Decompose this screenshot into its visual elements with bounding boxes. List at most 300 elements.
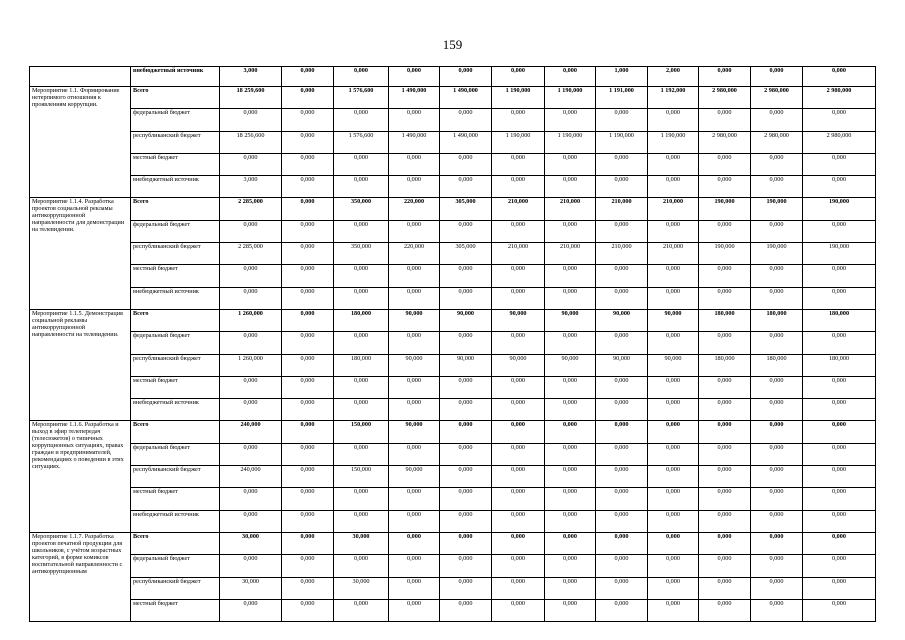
amount-cell: 0,000	[545, 376, 596, 398]
amount-cell: 0,000	[803, 421, 876, 443]
amount-cell: 0,000	[596, 109, 648, 131]
amount-cell: 0,000	[803, 510, 876, 532]
amount-cell: 0,000	[751, 153, 803, 175]
amount-cell: 350,000	[334, 243, 389, 265]
amount-cell: 180,000	[334, 354, 389, 376]
amount-cell: 0,000	[389, 67, 440, 87]
table-row	[30, 555, 876, 577]
amount-cell: 0,000	[492, 555, 545, 577]
amount-cell: 180,000	[751, 354, 803, 376]
amount-cell: 90,000	[389, 309, 440, 331]
funding-source-cell: федеральный бюджет	[131, 220, 220, 242]
amount-cell: 0,000	[282, 532, 334, 554]
amount-cell: 3,000	[220, 67, 282, 87]
amount-cell: 2 980,000	[803, 131, 876, 153]
amount-cell: 0,000	[220, 109, 282, 131]
amount-cell: 0,000	[440, 109, 492, 131]
amount-cell: 0,000	[492, 220, 545, 242]
table-row	[30, 354, 876, 376]
amount-cell: 0,000	[699, 332, 751, 354]
amount-cell: 220,000	[389, 243, 440, 265]
amount-cell: 0,000	[492, 510, 545, 532]
amount-cell: 0,000	[389, 510, 440, 532]
budget-table	[29, 66, 876, 622]
amount-cell: 0,000	[440, 466, 492, 488]
amount-cell: 0,000	[440, 265, 492, 287]
amount-cell: 0,000	[596, 443, 648, 465]
amount-cell: 2 285,000	[220, 243, 282, 265]
amount-cell: 305,000	[440, 243, 492, 265]
funding-source-cell: местный бюджет	[131, 376, 220, 398]
amount-cell: 0,000	[803, 67, 876, 87]
amount-cell: 210,000	[545, 198, 596, 220]
amount-cell: 0,000	[803, 532, 876, 554]
amount-cell: 0,000	[545, 466, 596, 488]
amount-cell: 0,000	[334, 376, 389, 398]
funding-source-cell: внебюджетный источник	[131, 287, 220, 309]
amount-cell: 0,000	[803, 153, 876, 175]
amount-cell: 0,000	[334, 67, 389, 87]
amount-cell: 0,000	[334, 332, 389, 354]
amount-cell: 1 190,000	[492, 131, 545, 153]
amount-cell: 1 576,600	[334, 87, 389, 109]
amount-cell: 0,000	[282, 466, 334, 488]
amount-cell: 0,000	[389, 532, 440, 554]
funding-source-cell: местный бюджет	[131, 265, 220, 287]
measure-cell: Мероприятие 1.1.6. Разработка и выход в эфир телепередач (телесюжетов) о типичных коррупционных ситуациях, правах граждан и предпринимателей, рекомендациях о поведении в этих ситуациях.	[30, 421, 131, 532]
amount-cell: 0,000	[334, 555, 389, 577]
amount-cell: 0,000	[648, 532, 699, 554]
amount-cell: 0,000	[751, 532, 803, 554]
amount-cell: 0,000	[282, 599, 334, 621]
amount-cell: 0,000	[596, 599, 648, 621]
amount-cell: 0,000	[596, 220, 648, 242]
amount-cell: 0,000	[751, 109, 803, 131]
amount-cell: 0,000	[699, 220, 751, 242]
amount-cell: 190,000	[751, 198, 803, 220]
amount-cell: 0,000	[389, 176, 440, 198]
amount-cell: 0,000	[699, 510, 751, 532]
amount-cell: 0,000	[440, 220, 492, 242]
amount-cell: 1,000	[596, 67, 648, 87]
amount-cell: 150,000	[334, 421, 389, 443]
amount-cell: 0,000	[803, 466, 876, 488]
funding-source-cell: республиканский бюджет	[131, 466, 220, 488]
amount-cell: 210,000	[492, 243, 545, 265]
amount-cell: 0,000	[751, 510, 803, 532]
amount-cell: 0,000	[334, 220, 389, 242]
table-row	[30, 443, 876, 465]
amount-cell: 0,000	[545, 421, 596, 443]
amount-cell: 0,000	[282, 87, 334, 109]
amount-cell: 0,000	[389, 265, 440, 287]
table-row	[30, 67, 876, 87]
amount-cell: 0,000	[334, 153, 389, 175]
amount-cell: 0,000	[751, 443, 803, 465]
amount-cell: 0,000	[334, 399, 389, 421]
amount-cell: 0,000	[282, 354, 334, 376]
amount-cell: 18 259,600	[220, 87, 282, 109]
amount-cell: 0,000	[389, 376, 440, 398]
amount-cell: 90,000	[492, 309, 545, 331]
amount-cell: 1 190,000	[648, 131, 699, 153]
amount-cell: 1 490,000	[389, 87, 440, 109]
amount-cell: 0,000	[545, 577, 596, 599]
amount-cell: 0,000	[803, 555, 876, 577]
amount-cell: 190,000	[803, 243, 876, 265]
table-row	[30, 488, 876, 510]
amount-cell: 0,000	[751, 599, 803, 621]
amount-cell: 210,000	[492, 198, 545, 220]
amount-cell: 0,000	[440, 488, 492, 510]
table-body	[30, 67, 876, 622]
table-row	[30, 220, 876, 242]
funding-source-cell: внебюджетный источник	[131, 176, 220, 198]
amount-cell: 0,000	[220, 287, 282, 309]
amount-cell: 0,000	[596, 577, 648, 599]
amount-cell: 0,000	[492, 488, 545, 510]
funding-source-cell: федеральный бюджет	[131, 555, 220, 577]
amount-cell: 0,000	[803, 220, 876, 242]
amount-cell: 0,000	[389, 332, 440, 354]
amount-cell: 1 190,000	[545, 131, 596, 153]
amount-cell: 0,000	[220, 599, 282, 621]
funding-source-cell: Всего	[131, 198, 220, 220]
amount-cell: 90,000	[492, 354, 545, 376]
funding-source-cell: местный бюджет	[131, 599, 220, 621]
table-row	[30, 466, 876, 488]
amount-cell: 210,000	[596, 198, 648, 220]
amount-cell: 2 980,000	[751, 131, 803, 153]
amount-cell: 190,000	[751, 243, 803, 265]
amount-cell: 0,000	[751, 555, 803, 577]
amount-cell: 210,000	[648, 198, 699, 220]
amount-cell: 90,000	[648, 309, 699, 331]
amount-cell: 0,000	[389, 287, 440, 309]
funding-source-cell: местный бюджет	[131, 153, 220, 175]
amount-cell: 30,000	[334, 532, 389, 554]
amount-cell: 350,000	[334, 198, 389, 220]
amount-cell: 0,000	[220, 443, 282, 465]
amount-cell: 0,000	[699, 176, 751, 198]
amount-cell: 220,000	[389, 198, 440, 220]
amount-cell: 0,000	[545, 443, 596, 465]
amount-cell: 0,000	[699, 265, 751, 287]
amount-cell: 180,000	[803, 309, 876, 331]
amount-cell: 0,000	[803, 287, 876, 309]
amount-cell: 90,000	[545, 309, 596, 331]
amount-cell: 0,000	[596, 532, 648, 554]
amount-cell: 0,000	[389, 599, 440, 621]
amount-cell: 0,000	[545, 67, 596, 87]
amount-cell: 90,000	[648, 354, 699, 376]
amount-cell: 0,000	[699, 532, 751, 554]
amount-cell: 0,000	[389, 577, 440, 599]
measure-cell: Мероприятие 1.1.5. Демонстрация социальной рекламы антикоррупционной направленности на телевидении.	[30, 309, 131, 420]
amount-cell: 0,000	[545, 220, 596, 242]
amount-cell: 0,000	[545, 109, 596, 131]
amount-cell: 0,000	[282, 67, 334, 87]
amount-cell: 90,000	[440, 354, 492, 376]
amount-cell: 0,000	[751, 220, 803, 242]
amount-cell: 0,000	[596, 176, 648, 198]
amount-cell: 0,000	[334, 599, 389, 621]
funding-source-cell: федеральный бюджет	[131, 332, 220, 354]
amount-cell: 90,000	[545, 354, 596, 376]
amount-cell: 90,000	[389, 466, 440, 488]
amount-cell: 0,000	[596, 265, 648, 287]
amount-cell: 0,000	[751, 376, 803, 398]
amount-cell: 190,000	[803, 198, 876, 220]
amount-cell: 0,000	[282, 488, 334, 510]
funding-source-cell: местный бюджет	[131, 488, 220, 510]
amount-cell: 0,000	[492, 532, 545, 554]
amount-cell: 0,000	[648, 109, 699, 131]
amount-cell: 0,000	[648, 287, 699, 309]
amount-cell: 0,000	[648, 399, 699, 421]
amount-cell: 0,000	[699, 153, 751, 175]
amount-cell: 0,000	[282, 131, 334, 153]
funding-source-cell: федеральный бюджет	[131, 109, 220, 131]
amount-cell: 0,000	[699, 555, 751, 577]
amount-cell: 180,000	[699, 354, 751, 376]
amount-cell: 0,000	[751, 399, 803, 421]
amount-cell: 0,000	[803, 399, 876, 421]
amount-cell: 0,000	[803, 599, 876, 621]
table-row	[30, 287, 876, 309]
amount-cell: 0,000	[648, 176, 699, 198]
amount-cell: 0,000	[220, 153, 282, 175]
amount-cell: 0,000	[282, 577, 334, 599]
funding-source-cell: Всего	[131, 532, 220, 554]
amount-cell: 0,000	[648, 555, 699, 577]
amount-cell: 0,000	[699, 399, 751, 421]
funding-source-cell: внебюджетный источник	[131, 399, 220, 421]
amount-cell: 0,000	[492, 399, 545, 421]
amount-cell: 0,000	[389, 153, 440, 175]
table-row	[30, 243, 876, 265]
amount-cell: 0,000	[545, 555, 596, 577]
amount-cell: 0,000	[492, 577, 545, 599]
amount-cell: 0,000	[492, 599, 545, 621]
amount-cell: 1 260,000	[220, 309, 282, 331]
amount-cell: 0,000	[440, 421, 492, 443]
amount-cell: 0,000	[648, 265, 699, 287]
amount-cell: 0,000	[648, 466, 699, 488]
amount-cell: 0,000	[282, 332, 334, 354]
table-row	[30, 309, 876, 331]
amount-cell: 0,000	[751, 332, 803, 354]
amount-cell: 180,000	[751, 309, 803, 331]
funding-source-cell: республиканский бюджет	[131, 243, 220, 265]
funding-source-cell: Всего	[131, 309, 220, 331]
amount-cell: 0,000	[545, 287, 596, 309]
amount-cell: 0,000	[699, 376, 751, 398]
amount-cell: 0,000	[334, 109, 389, 131]
amount-cell: 0,000	[282, 220, 334, 242]
amount-cell: 2 980,000	[699, 131, 751, 153]
amount-cell: 0,000	[803, 488, 876, 510]
amount-cell: 0,000	[389, 399, 440, 421]
amount-cell: 0,000	[389, 109, 440, 131]
amount-cell: 0,000	[220, 488, 282, 510]
amount-cell: 0,000	[334, 265, 389, 287]
amount-cell: 0,000	[282, 287, 334, 309]
amount-cell: 0,000	[803, 443, 876, 465]
amount-cell: 0,000	[334, 176, 389, 198]
amount-cell: 90,000	[389, 421, 440, 443]
amount-cell: 0,000	[596, 287, 648, 309]
amount-cell: 0,000	[545, 153, 596, 175]
amount-cell: 0,000	[751, 176, 803, 198]
table-row	[30, 109, 876, 131]
amount-cell: 0,000	[334, 488, 389, 510]
table-row	[30, 577, 876, 599]
amount-cell: 0,000	[220, 555, 282, 577]
amount-cell: 0,000	[699, 443, 751, 465]
amount-cell: 1 490,000	[440, 131, 492, 153]
funding-source-cell: внебюджетный источник	[131, 510, 220, 532]
table-row	[30, 198, 876, 220]
amount-cell: 180,000	[699, 309, 751, 331]
amount-cell: 0,000	[648, 443, 699, 465]
amount-cell: 0,000	[440, 399, 492, 421]
funding-source-cell: Всего	[131, 87, 220, 109]
amount-cell: 210,000	[596, 243, 648, 265]
amount-cell: 0,000	[545, 532, 596, 554]
amount-cell: 240,000	[220, 466, 282, 488]
amount-cell: 0,000	[699, 421, 751, 443]
measure-cell	[30, 67, 131, 87]
amount-cell: 0,000	[282, 376, 334, 398]
amount-cell: 0,000	[545, 399, 596, 421]
amount-cell: 210,000	[648, 243, 699, 265]
amount-cell: 90,000	[596, 354, 648, 376]
amount-cell: 30,000	[334, 577, 389, 599]
amount-cell: 0,000	[282, 198, 334, 220]
amount-cell: 0,000	[596, 488, 648, 510]
amount-cell: 0,000	[699, 109, 751, 131]
amount-cell: 0,000	[545, 332, 596, 354]
amount-cell: 0,000	[699, 287, 751, 309]
amount-cell: 0,000	[803, 176, 876, 198]
table-row	[30, 532, 876, 554]
amount-cell: 0,000	[699, 466, 751, 488]
amount-cell: 90,000	[440, 309, 492, 331]
amount-cell: 0,000	[389, 443, 440, 465]
amount-cell: 0,000	[596, 376, 648, 398]
amount-cell: 0,000	[545, 510, 596, 532]
table-row	[30, 599, 876, 621]
amount-cell: 0,000	[282, 109, 334, 131]
amount-cell: 0,000	[648, 376, 699, 398]
amount-cell: 0,000	[282, 555, 334, 577]
amount-cell: 1 260,000	[220, 354, 282, 376]
amount-cell: 2 285,000	[220, 198, 282, 220]
amount-cell: 0,000	[220, 265, 282, 287]
amount-cell: 0,000	[803, 376, 876, 398]
amount-cell: 0,000	[803, 332, 876, 354]
table-row	[30, 510, 876, 532]
amount-cell: 0,000	[699, 599, 751, 621]
amount-cell: 2 980,000	[751, 87, 803, 109]
amount-cell: 0,000	[282, 243, 334, 265]
amount-cell: 1 190,000	[596, 131, 648, 153]
amount-cell: 0,000	[440, 67, 492, 87]
amount-cell: 0,000	[492, 153, 545, 175]
amount-cell: 0,000	[699, 67, 751, 87]
amount-cell: 0,000	[220, 220, 282, 242]
amount-cell: 0,000	[648, 577, 699, 599]
amount-cell: 1 490,000	[389, 131, 440, 153]
amount-cell: 0,000	[389, 220, 440, 242]
amount-cell: 0,000	[596, 555, 648, 577]
amount-cell: 0,000	[389, 488, 440, 510]
amount-cell: 0,000	[492, 67, 545, 87]
amount-cell: 90,000	[389, 354, 440, 376]
amount-cell: 0,000	[699, 577, 751, 599]
amount-cell: 0,000	[334, 287, 389, 309]
funding-source-cell: федеральный бюджет	[131, 443, 220, 465]
table-row	[30, 376, 876, 398]
amount-cell: 0,000	[751, 265, 803, 287]
amount-cell: 0,000	[803, 265, 876, 287]
amount-cell: 18 256,600	[220, 131, 282, 153]
amount-cell: 0,000	[220, 399, 282, 421]
amount-cell: 180,000	[803, 354, 876, 376]
amount-cell: 0,000	[751, 421, 803, 443]
amount-cell: 0,000	[545, 176, 596, 198]
amount-cell: 0,000	[545, 599, 596, 621]
amount-cell: 0,000	[282, 176, 334, 198]
amount-cell: 0,000	[440, 443, 492, 465]
amount-cell: 150,000	[334, 466, 389, 488]
amount-cell: 0,000	[282, 510, 334, 532]
amount-cell: 1 191,000	[596, 87, 648, 109]
amount-cell: 0,000	[803, 109, 876, 131]
funding-source-cell: республиканский бюджет	[131, 131, 220, 153]
amount-cell: 305,000	[440, 198, 492, 220]
amount-cell: 1 190,000	[545, 87, 596, 109]
measure-cell: Мероприятие 1.1.7. Разработка проектов печатной продукции для школьников, с учётом возрастных категорий, в форме комиксов воспитательной направленности с антикоррупционным	[30, 532, 131, 621]
amount-cell: 0,000	[492, 287, 545, 309]
amount-cell: 0,000	[596, 466, 648, 488]
amount-cell: 0,000	[220, 376, 282, 398]
amount-cell: 0,000	[492, 466, 545, 488]
amount-cell: 0,000	[751, 67, 803, 87]
amount-cell: 1 190,000	[492, 87, 545, 109]
funding-source-cell: внебюджетный источник	[131, 67, 220, 87]
amount-cell: 210,000	[545, 243, 596, 265]
amount-cell: 0,000	[440, 599, 492, 621]
amount-cell: 1 192,000	[648, 87, 699, 109]
amount-cell: 0,000	[699, 488, 751, 510]
page-number: 159	[442, 37, 463, 52]
amount-cell: 0,000	[492, 265, 545, 287]
table-row	[30, 131, 876, 153]
amount-cell: 0,000	[492, 332, 545, 354]
amount-cell: 1 490,000	[440, 87, 492, 109]
table-row	[30, 153, 876, 175]
amount-cell: 0,000	[220, 510, 282, 532]
amount-cell: 0,000	[751, 466, 803, 488]
amount-cell: 0,000	[596, 421, 648, 443]
amount-cell: 30,000	[220, 577, 282, 599]
amount-cell: 0,000	[751, 287, 803, 309]
amount-cell: 240,000	[220, 421, 282, 443]
amount-cell: 0,000	[492, 376, 545, 398]
amount-cell: 0,000	[492, 109, 545, 131]
